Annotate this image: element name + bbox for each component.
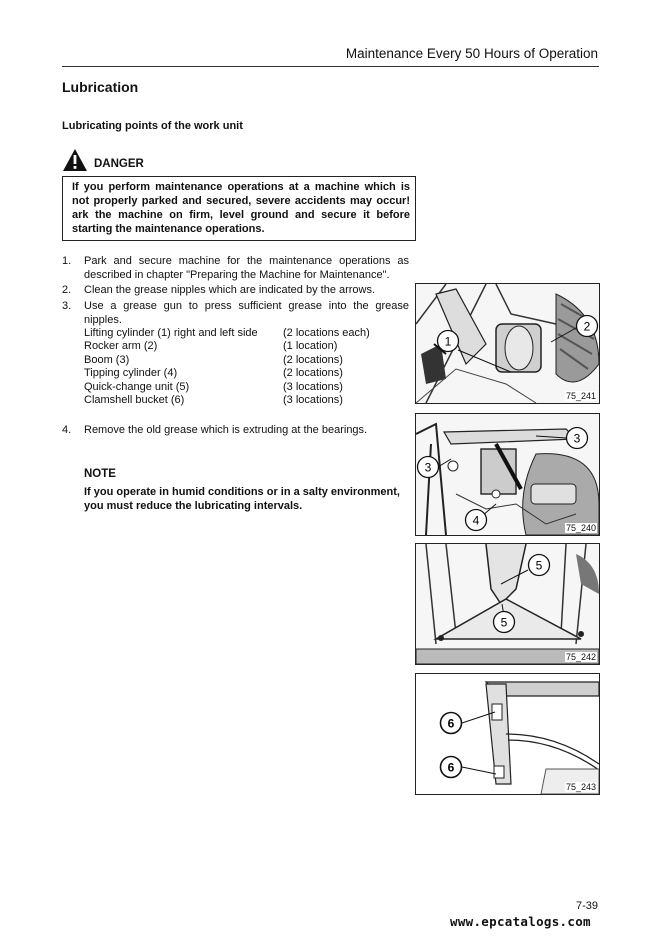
callout-label: 3: [424, 460, 432, 475]
step-text: Remove the old grease which is extruding at the bearings.: [84, 424, 368, 436]
figure-caption: 75_242: [565, 652, 596, 662]
lubrication-points-table: [84, 327, 370, 407]
callout-label: 5: [500, 615, 508, 630]
table-row: [84, 354, 370, 367]
table-row: [84, 367, 370, 380]
callout-label: 2: [583, 319, 591, 334]
subsection-title: Lubricating points of the work unit: [62, 120, 243, 132]
step-text: Clean the grease nipples which are indicated by the arrows.: [84, 284, 376, 296]
figure-caption: 75_240: [565, 523, 596, 533]
illustration-quick-change: [416, 544, 599, 664]
part-name: Rocker arm (2): [84, 340, 158, 353]
callout-label: 5: [535, 558, 543, 573]
callout-label: 6: [447, 760, 455, 775]
part-name: Quick-change unit (5): [84, 380, 190, 393]
figure-boom-tipping-cylinder: [415, 413, 600, 536]
table-row: [84, 381, 370, 394]
step-text: Park and secure machine for the maintenance operations as described in chapter "Preparing the Machine for Maintenance".: [84, 255, 409, 281]
step-item: [62, 284, 409, 298]
step-text: Use a grease gun to press sufficient grease into the grease nipples.: [84, 300, 409, 326]
step-number: 4.: [62, 424, 72, 436]
location-count: (2 locations): [283, 367, 343, 380]
part-name: Tipping cylinder (4): [84, 367, 178, 380]
page-header-title: Maintenance Every 50 Hours of Operation: [345, 46, 598, 61]
location-count: (3 locations): [283, 394, 343, 407]
part-name: Boom (3): [84, 353, 130, 366]
figure-caption: 75_243: [565, 782, 596, 792]
location-count: (1 location): [283, 340, 338, 353]
location-count: (2 locations): [283, 353, 343, 366]
step-item: [62, 255, 409, 282]
watermark-url: www.epcatalogs.com: [450, 914, 591, 929]
page-number: 7-39: [575, 900, 598, 912]
figure-lifting-cylinder: [415, 283, 600, 404]
illustration-boom: [416, 414, 599, 535]
location-count: (2 locations each): [283, 327, 370, 339]
callout-label: 3: [573, 431, 581, 446]
step-number: 1.: [62, 255, 72, 267]
figure-caption: 75_241: [565, 391, 596, 401]
figure-quick-change-unit: [415, 543, 600, 665]
warning-triangle-icon: [62, 148, 88, 172]
table-row: [84, 327, 370, 340]
illustration-clamshell: [416, 674, 599, 794]
callout-label: 1: [444, 334, 452, 349]
part-name: Clamshell bucket (6): [84, 394, 185, 407]
danger-text-box: If you perform maintenance operations at a machine which is not properly parked and secured, severe accidents may occur! ark the machine on firm, level ground and secure it before starting the maintenance operations.: [62, 176, 416, 241]
section-title: Lubrication: [62, 79, 139, 95]
callout-label: 6: [447, 716, 455, 731]
danger-heading: [62, 148, 262, 174]
step-item: [62, 300, 409, 327]
step-number: 3.: [62, 300, 72, 312]
note-label: NOTE: [84, 468, 116, 480]
header-divider: [62, 66, 599, 67]
figure-clamshell-bucket: [415, 673, 600, 795]
step-number: 2.: [62, 284, 72, 296]
table-row: [84, 394, 370, 407]
step-item: [62, 424, 409, 438]
illustration-lifting-cylinder: [416, 284, 599, 403]
callout-label: 4: [472, 513, 480, 528]
location-count: (3 locations): [283, 380, 343, 393]
note-text: If you operate in humid conditions or in a salty environment, you must reduce the lubricating intervals.: [84, 486, 400, 512]
part-name: Lifting cylinder (1) right and left side: [84, 327, 258, 339]
table-row: [84, 340, 370, 353]
danger-label: DANGER: [94, 158, 144, 170]
